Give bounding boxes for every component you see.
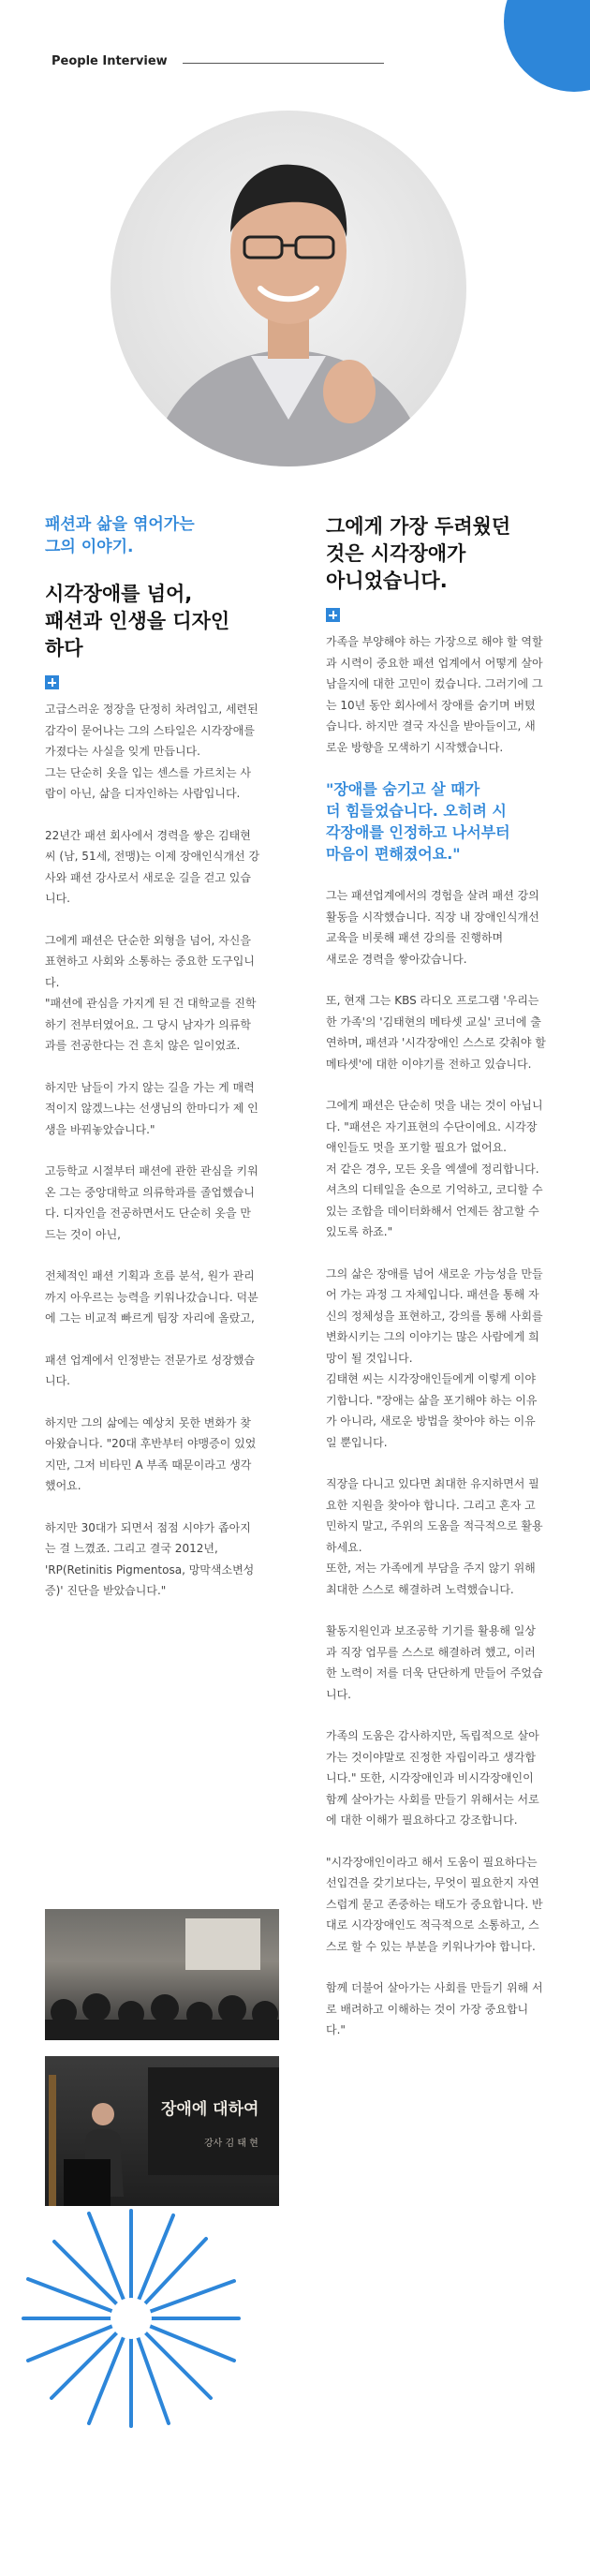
- body-paragraph: 가족의 도움은 감사하지만, 독립적으로 살아가는 것이야말로 진정한 자립이라고 생각합니다." 또한, 시각장애인과 비시각장애인이 함께 살아가는 사회를 만들기 위해서는 서로에 대한 이해가 필요하다고 강조합니다.: [326, 1729, 539, 1827]
- intro-tagline: 패션과 삶을 엮어가는 그의 이야기.: [45, 515, 195, 556]
- slide-title: 장애에 대하여: [161, 2100, 259, 2119]
- body-paragraph: 하지만 그의 삶에는 예상치 못한 변화가 찾아왔습니다. "20대 후반부터 야맹증이 있었지만, 그저 비타민 A 부족 때문이라고 생각했어요.: [45, 1415, 257, 1492]
- body-paragraph: 패션 업계에서 인정받는 전문가로 성장했습니다.: [45, 1353, 255, 1387]
- body-paragraph: 그에게 패션은 단순한 외형을 넘어, 자신을 표현하고 사회와 소통하는 중요한 도구입니다. "패션에 관심을 가지게 된 건 대학교를 진학하기 전부터였어요. 그 당시 남자가 의류학과를 전공한다는 건 흔치 않은 일이었죠.: [45, 933, 257, 1052]
- body-paragraph: 가족을 부양해야 하는 가장으로 해야 할 역할과 시력이 중요한 패션 업계에서 어떻게 살아남을지에 대한 고민이 컸습니다. 그러기에 그는 10년 동안 회사에서 장애를 숨기며 버텼습니다. 하지만 결국 자신을 받아들이고, 새로운 방향을 모색하기 시작했습니다.: [326, 635, 543, 754]
- slide-subtitle: 강사 김 태 현: [204, 2139, 258, 2149]
- speaker-lecture-photo: [45, 2056, 279, 2206]
- left-column: [45, 513, 260, 1622]
- section-headline: 그에게 가장 두려웠던 것은 시각장애가 아니었습니다.: [326, 515, 511, 592]
- header-divider: [183, 63, 384, 64]
- body-paragraph: 하지만 남들이 가지 않는 길을 가는 게 매력적이지 않겠느냐는 선생님의 한마디가 제 인생을 바꿔놓았습니다.": [45, 1080, 258, 1136]
- main-headline: 시각장애를 넘어, 패션과 인생을 디자인 하다: [45, 583, 230, 659]
- body-paragraph: 그에게 패션은 단순히 멋을 내는 것이 아닙니다. "패션은 자기표현의 수단이에요. 시각장애인들도 멋을 포기할 필요가 없어요. 저 같은 경우, 모든 옷을 엑셀에 정리합니다. 셔츠의 디테일을 손으로 기억하고, 코디할 수 있는 조합을 데이터화해서 언제든 참고할 수 있도록 하죠.": [326, 1099, 543, 1238]
- corner-decoration-circle: [504, 0, 590, 92]
- starburst-decoration: [19, 2206, 243, 2431]
- body-paragraph: 활동지원인과 보조공학 기기를 활용해 일상과 직장 업무를 스스로 해결하려 했고, 이러한 노력이 저를 더욱 단단하게 만들어 주었습니다.: [326, 1624, 543, 1701]
- body-paragraph: 고급스러운 정장을 단정히 차려입고, 세련된 감각이 묻어나는 그의 스타일은 시각장애를 가졌다는 사실을 잊게 만듭니다. 그는 단순히 옷을 입는 센스를 가르치는 사람이 아닌, 삶을 디자인하는 사람입니다.: [45, 703, 258, 800]
- body-paragraph: 그는 패션업계에서의 경험을 살려 패션 강의 활동을 시작했습니다. 직장 내 장애인식개선교육을 비롯해 패션 강의를 진행하며 새로운 경력을 쌓아갔습니다.: [326, 889, 539, 966]
- right-column: [326, 513, 546, 2062]
- section-label: People Interview: [52, 54, 168, 68]
- body-paragraph: 그의 삶은 장애를 넘어 새로운 가능성을 만들어 가는 과정 그 자체입니다. 패션을 통해 자신의 정체성을 표현하고, 강의를 통해 사회를 변화시키는 그의 이야기는 많은 사람에게 희망이 될 것입니다. 김태현 씨는 시각장애인들에게 이렇게 이야기합니다. "장애는 삶을 포기해야 하는 이유가 아니라, 새로운 방법을 찾아야 하는 이유일 뿐입니다.: [326, 1266, 543, 1449]
- lecture-hall-photo: [45, 1909, 279, 2040]
- body-paragraph: 하지만 30대가 되면서 점점 시야가 좁아지는 걸 느꼈죠. 그리고 결국 2012년, 'RP(Retinitis Pigmentosa, 망막색소변성증)' 진단을 받았습니다.": [45, 1520, 255, 1597]
- plus-square-icon: [326, 608, 340, 622]
- portrait-illustration: [111, 111, 466, 466]
- body-paragraph: 함께 더불어 살아가는 사회를 만들기 위해 서로 배려하고 이해하는 것이 가장 중요합니다.": [326, 1981, 543, 2036]
- body-paragraph: 고등학교 시절부터 패션에 관한 관심을 키워온 그는 중앙대학교 의류학과를 졸업했습니다. 디자인을 전공하면서도 단순히 옷을 만드는 것이 아닌,: [45, 1164, 258, 1241]
- audience-illustration: [45, 1909, 279, 2040]
- body-paragraph: 또, 현재 그는 KBS 라디오 프로그램 '우리는 한 가족'의 '김태현의 메타셋 교실' 코너에 출연하며, 패션과 '시각장애인 스스로 갖춰야 할 메타셋'에 대한 이야기를 전하고 있습니다.: [326, 994, 546, 1071]
- plus-square-icon: [45, 675, 59, 689]
- body-paragraph: 22년간 패션 회사에서 경력을 쌓은 김태현 씨 (남, 51세, 전맹)는 이제 장애인식개선 강사와 패션 강사로서 새로운 길을 걷고 있습니다.: [45, 828, 260, 905]
- speaker-illustration: [45, 2056, 279, 2206]
- pull-quote: "장애를 숨기고 살 때가 더 힘들었습니다. 오히려 시 각장애를 인정하고 나서부터 마음이 편해졌어요.": [326, 780, 510, 863]
- portrait-photo: [111, 111, 466, 466]
- body-paragraph: 직장을 다니고 있다면 최대한 유지하면서 필요한 지원을 찾아야 합니다. 그리고 혼자 고민하지 말고, 주위의 도움을 적극적으로 활용하세요. 또한, 저는 가족에게 부담을 주지 않기 위해 최대한 스스로 해결하려 노력했습니다.: [326, 1477, 543, 1596]
- body-paragraph: 전체적인 패션 기획과 흐름 분석, 원가 관리까지 아우르는 능력을 키워나갔습니다. 덕분에 그는 비교적 빠르게 팀장 자리에 올랐고,: [45, 1269, 258, 1325]
- body-paragraph: "시각장애인이라고 해서 도움이 필요하다는 선입견을 갖기보다는, 무엇이 필요한지 자연스럽게 묻고 존중하는 태도가 중요합니다. 반대로 시각장애인도 적극적으로 소통하고, 스스로 할 수 있는 부분을 키워나가야 합니다.: [326, 1855, 543, 1953]
